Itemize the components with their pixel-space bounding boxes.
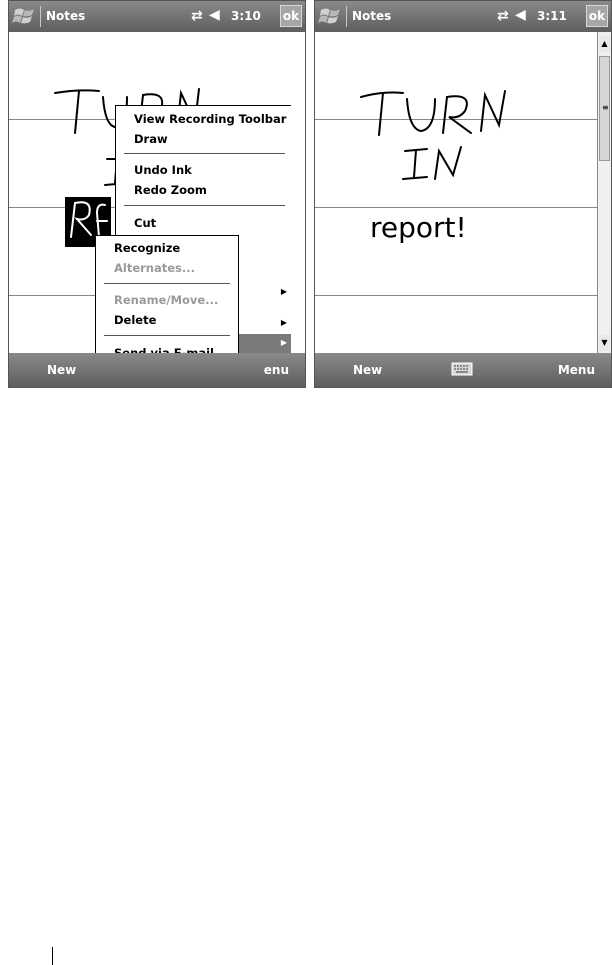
menu-item-view-recording-toolbar[interactable]: View Recording Toolbar bbox=[134, 112, 287, 126]
grip-icon: ≡ bbox=[602, 103, 609, 112]
new-softkey[interactable]: New bbox=[353, 363, 383, 377]
scroll-down-icon[interactable]: ▼ bbox=[599, 335, 610, 351]
bottom-menu-bar bbox=[9, 353, 305, 387]
context-item-delete[interactable]: Delete bbox=[114, 313, 157, 327]
submenu-arrow-icon: ▶ bbox=[280, 318, 287, 327]
notes-screen-right bbox=[314, 0, 612, 388]
ok-button[interactable]: ok bbox=[280, 5, 302, 27]
menu-separator bbox=[124, 205, 285, 206]
context-item-recognize[interactable]: Recognize bbox=[114, 241, 181, 255]
notes-screen-left bbox=[8, 0, 306, 388]
clock-time[interactable]: 3:10 bbox=[231, 9, 261, 23]
menu-separator bbox=[124, 153, 285, 154]
submenu-arrow-icon: ▶ bbox=[280, 338, 287, 347]
bottom-menu-bar bbox=[315, 353, 611, 387]
ok-button[interactable]: ok bbox=[586, 5, 608, 27]
scroll-up-icon[interactable]: ▲ bbox=[599, 36, 610, 52]
menu-separator bbox=[104, 283, 230, 284]
handwriting-ink bbox=[315, 1, 612, 388]
speaker-icon[interactable]: ◀ bbox=[515, 7, 526, 23]
menu-softkey[interactable]: Menu bbox=[557, 363, 595, 377]
speaker-icon[interactable]: ◀ bbox=[209, 7, 220, 23]
recognized-text[interactable]: report! bbox=[370, 211, 467, 244]
menu-item-cut[interactable]: Cut bbox=[134, 216, 157, 230]
clock-time[interactable]: 3:11 bbox=[537, 9, 567, 23]
connectivity-icon[interactable]: ⇄ bbox=[191, 8, 201, 24]
context-item-rename-move: Rename/Move... bbox=[114, 293, 219, 307]
menu-separator bbox=[104, 335, 230, 336]
app-title: Notes bbox=[46, 9, 86, 23]
vertical-scrollbar[interactable] bbox=[597, 32, 611, 354]
menu-item-draw[interactable]: Draw bbox=[134, 132, 168, 146]
menu-softkey[interactable]: enu bbox=[263, 363, 289, 377]
scroll-thumb[interactable] bbox=[599, 56, 610, 161]
connectivity-icon[interactable]: ⇄ bbox=[497, 8, 507, 24]
context-item-alternates: Alternates... bbox=[114, 261, 196, 275]
submenu-arrow-icon: ▶ bbox=[280, 287, 287, 296]
new-softkey[interactable]: New bbox=[47, 363, 77, 377]
keyboard-icon[interactable] bbox=[451, 361, 473, 380]
app-title: Notes bbox=[352, 9, 392, 23]
menu-item-redo-zoom[interactable]: Redo Zoom bbox=[134, 183, 207, 197]
menu-item-undo-ink[interactable]: Undo Ink bbox=[134, 163, 192, 177]
page-margin-mark bbox=[52, 947, 53, 965]
